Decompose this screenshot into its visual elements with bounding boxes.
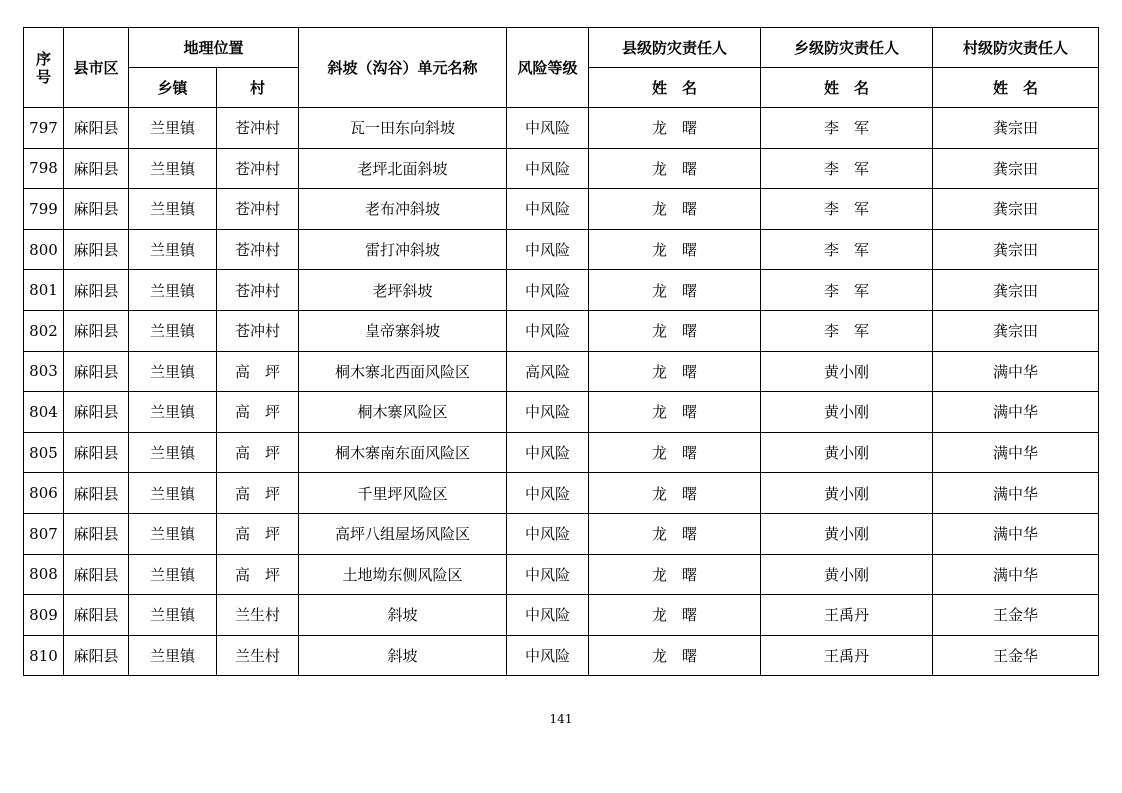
cell-seq: 809 — [24, 595, 64, 636]
cell-village: 高 坪 — [217, 554, 299, 595]
cell-risk-level: 中风险 — [507, 310, 589, 351]
cell-slope-name: 桐木寨南东面风险区 — [299, 432, 507, 473]
cell-township-person: 李 军 — [761, 229, 933, 270]
cell-village-person: 王金华 — [933, 635, 1099, 676]
header-county: 县市区 — [64, 28, 129, 108]
cell-village-person: 满中华 — [933, 351, 1099, 392]
table-row — [24, 189, 1099, 230]
cell-county: 麻阳县 — [64, 108, 129, 149]
table-row — [24, 229, 1099, 270]
cell-county-person: 龙 曙 — [589, 148, 761, 189]
header-township-resp: 乡级防灾责任人 — [761, 28, 933, 68]
table-row — [24, 473, 1099, 514]
cell-township: 兰里镇 — [129, 513, 217, 554]
cell-township: 兰里镇 — [129, 554, 217, 595]
cell-risk-level: 中风险 — [507, 635, 589, 676]
cell-slope-name: 斜坡 — [299, 595, 507, 636]
cell-township-person: 黄小刚 — [761, 351, 933, 392]
table-body — [24, 108, 1099, 676]
cell-village: 兰生村 — [217, 595, 299, 636]
cell-village: 苍冲村 — [217, 270, 299, 311]
cell-county-person: 龙 曙 — [589, 513, 761, 554]
cell-county-person: 龙 曙 — [589, 635, 761, 676]
cell-village-person: 龚宗田 — [933, 229, 1099, 270]
cell-village: 高 坪 — [217, 473, 299, 514]
cell-township: 兰里镇 — [129, 108, 217, 149]
cell-slope-name: 桐木寨北西面风险区 — [299, 351, 507, 392]
cell-risk-level: 中风险 — [507, 554, 589, 595]
cell-village-person: 满中华 — [933, 554, 1099, 595]
cell-slope-name: 老坪斜坡 — [299, 270, 507, 311]
cell-township-person: 王禹丹 — [761, 595, 933, 636]
cell-seq: 808 — [24, 554, 64, 595]
cell-slope-name: 老布冲斜坡 — [299, 189, 507, 230]
cell-township-person: 李 军 — [761, 270, 933, 311]
cell-county-person: 龙 曙 — [589, 270, 761, 311]
cell-slope-name: 高坪八组屋场风险区 — [299, 513, 507, 554]
cell-county-person: 龙 曙 — [589, 392, 761, 433]
cell-township: 兰里镇 — [129, 595, 217, 636]
table-header — [24, 28, 1099, 108]
cell-county-person: 龙 曙 — [589, 189, 761, 230]
cell-village: 苍冲村 — [217, 108, 299, 149]
cell-township-person: 李 军 — [761, 189, 933, 230]
cell-county: 麻阳县 — [64, 148, 129, 189]
cell-township-person: 黄小刚 — [761, 473, 933, 514]
cell-slope-name: 桐木寨风险区 — [299, 392, 507, 433]
cell-village: 苍冲村 — [217, 310, 299, 351]
cell-township-person: 黄小刚 — [761, 432, 933, 473]
header-seq — [24, 28, 64, 108]
cell-village: 苍冲村 — [217, 148, 299, 189]
cell-village-person: 龚宗田 — [933, 310, 1099, 351]
header-village-name: 姓 名 — [933, 68, 1099, 108]
header-village: 村 — [217, 68, 299, 108]
cell-seq: 807 — [24, 513, 64, 554]
header-village-resp: 村级防灾责任人 — [933, 28, 1099, 68]
cell-township-person: 黄小刚 — [761, 392, 933, 433]
cell-township: 兰里镇 — [129, 351, 217, 392]
cell-county: 麻阳县 — [64, 229, 129, 270]
cell-county-person: 龙 曙 — [589, 108, 761, 149]
cell-village: 高 坪 — [217, 392, 299, 433]
cell-village-person: 满中华 — [933, 473, 1099, 514]
header-township-name: 姓 名 — [761, 68, 933, 108]
cell-risk-level: 中风险 — [507, 189, 589, 230]
table-row — [24, 108, 1099, 149]
cell-township: 兰里镇 — [129, 229, 217, 270]
cell-risk-level: 中风险 — [507, 513, 589, 554]
cell-village: 高 坪 — [217, 513, 299, 554]
header-township: 乡镇 — [129, 68, 217, 108]
header-slope-name: 斜坡（沟谷）单元名称 — [299, 28, 507, 108]
cell-township-person: 李 军 — [761, 108, 933, 149]
cell-township: 兰里镇 — [129, 635, 217, 676]
cell-slope-name: 老坪北面斜坡 — [299, 148, 507, 189]
cell-seq: 797 — [24, 108, 64, 149]
header-seq-line1: 序 — [35, 49, 51, 68]
cell-slope-name: 千里坪风险区 — [299, 473, 507, 514]
cell-village-person: 龚宗田 — [933, 108, 1099, 149]
cell-township-person: 李 军 — [761, 148, 933, 189]
cell-county-person: 龙 曙 — [589, 554, 761, 595]
cell-slope-name: 瓦一田东向斜坡 — [299, 108, 507, 149]
cell-township: 兰里镇 — [129, 310, 217, 351]
cell-seq: 798 — [24, 148, 64, 189]
cell-township-person: 黄小刚 — [761, 513, 933, 554]
cell-township: 兰里镇 — [129, 189, 217, 230]
disaster-responsibility-table — [23, 27, 1099, 676]
cell-village-person: 龚宗田 — [933, 189, 1099, 230]
cell-seq: 810 — [24, 635, 64, 676]
cell-county: 麻阳县 — [64, 351, 129, 392]
cell-county-person: 龙 曙 — [589, 229, 761, 270]
cell-risk-level: 中风险 — [507, 148, 589, 189]
cell-slope-name: 斜坡 — [299, 635, 507, 676]
cell-county: 麻阳县 — [64, 189, 129, 230]
cell-county: 麻阳县 — [64, 554, 129, 595]
cell-seq: 801 — [24, 270, 64, 311]
table-row — [24, 635, 1099, 676]
cell-county: 麻阳县 — [64, 270, 129, 311]
cell-township-person: 李 军 — [761, 310, 933, 351]
cell-seq: 799 — [24, 189, 64, 230]
header-location: 地理位置 — [129, 28, 299, 68]
cell-seq: 805 — [24, 432, 64, 473]
header-seq-line2: 号 — [35, 67, 51, 86]
cell-seq: 802 — [24, 310, 64, 351]
header-county-name: 姓 名 — [589, 68, 761, 108]
cell-risk-level: 中风险 — [507, 432, 589, 473]
header-risk-level: 风险等级 — [507, 28, 589, 108]
cell-risk-level: 中风险 — [507, 270, 589, 311]
cell-village: 苍冲村 — [217, 229, 299, 270]
cell-village-person: 满中华 — [933, 513, 1099, 554]
table-row — [24, 595, 1099, 636]
cell-county-person: 龙 曙 — [589, 595, 761, 636]
table-row — [24, 554, 1099, 595]
cell-risk-level: 高风险 — [507, 351, 589, 392]
cell-village: 高 坪 — [217, 351, 299, 392]
header-county-resp: 县级防灾责任人 — [589, 28, 761, 68]
cell-risk-level: 中风险 — [507, 229, 589, 270]
cell-county: 麻阳县 — [64, 513, 129, 554]
cell-township: 兰里镇 — [129, 473, 217, 514]
table-row — [24, 270, 1099, 311]
cell-village: 高 坪 — [217, 432, 299, 473]
cell-county: 麻阳县 — [64, 310, 129, 351]
cell-village-person: 满中华 — [933, 432, 1099, 473]
cell-county-person: 龙 曙 — [589, 310, 761, 351]
cell-county: 麻阳县 — [64, 432, 129, 473]
cell-seq: 803 — [24, 351, 64, 392]
cell-county: 麻阳县 — [64, 392, 129, 433]
cell-risk-level: 中风险 — [507, 392, 589, 433]
cell-village: 苍冲村 — [217, 189, 299, 230]
cell-slope-name: 皇帝寨斜坡 — [299, 310, 507, 351]
cell-seq: 800 — [24, 229, 64, 270]
cell-county: 麻阳县 — [64, 635, 129, 676]
cell-risk-level: 中风险 — [507, 473, 589, 514]
cell-seq: 806 — [24, 473, 64, 514]
cell-county: 麻阳县 — [64, 595, 129, 636]
cell-village-person: 满中华 — [933, 392, 1099, 433]
cell-township-person: 黄小刚 — [761, 554, 933, 595]
table-row — [24, 432, 1099, 473]
cell-township: 兰里镇 — [129, 270, 217, 311]
page-number: 141 — [549, 712, 573, 726]
cell-township: 兰里镇 — [129, 432, 217, 473]
table-row — [24, 148, 1099, 189]
cell-village-person: 王金华 — [933, 595, 1099, 636]
cell-township-person: 王禹丹 — [761, 635, 933, 676]
table-row — [24, 513, 1099, 554]
cell-village-person: 龚宗田 — [933, 148, 1099, 189]
cell-village-person: 龚宗田 — [933, 270, 1099, 311]
cell-county-person: 龙 曙 — [589, 432, 761, 473]
cell-seq: 804 — [24, 392, 64, 433]
cell-township: 兰里镇 — [129, 148, 217, 189]
table-row — [24, 351, 1099, 392]
table-row — [24, 392, 1099, 433]
cell-village: 兰生村 — [217, 635, 299, 676]
cell-county: 麻阳县 — [64, 473, 129, 514]
cell-slope-name: 土地坳东侧风险区 — [299, 554, 507, 595]
cell-county-person: 龙 曙 — [589, 351, 761, 392]
cell-slope-name: 雷打冲斜坡 — [299, 229, 507, 270]
cell-risk-level: 中风险 — [507, 108, 589, 149]
cell-county-person: 龙 曙 — [589, 473, 761, 514]
table-row — [24, 310, 1099, 351]
cell-risk-level: 中风险 — [507, 595, 589, 636]
cell-township: 兰里镇 — [129, 392, 217, 433]
